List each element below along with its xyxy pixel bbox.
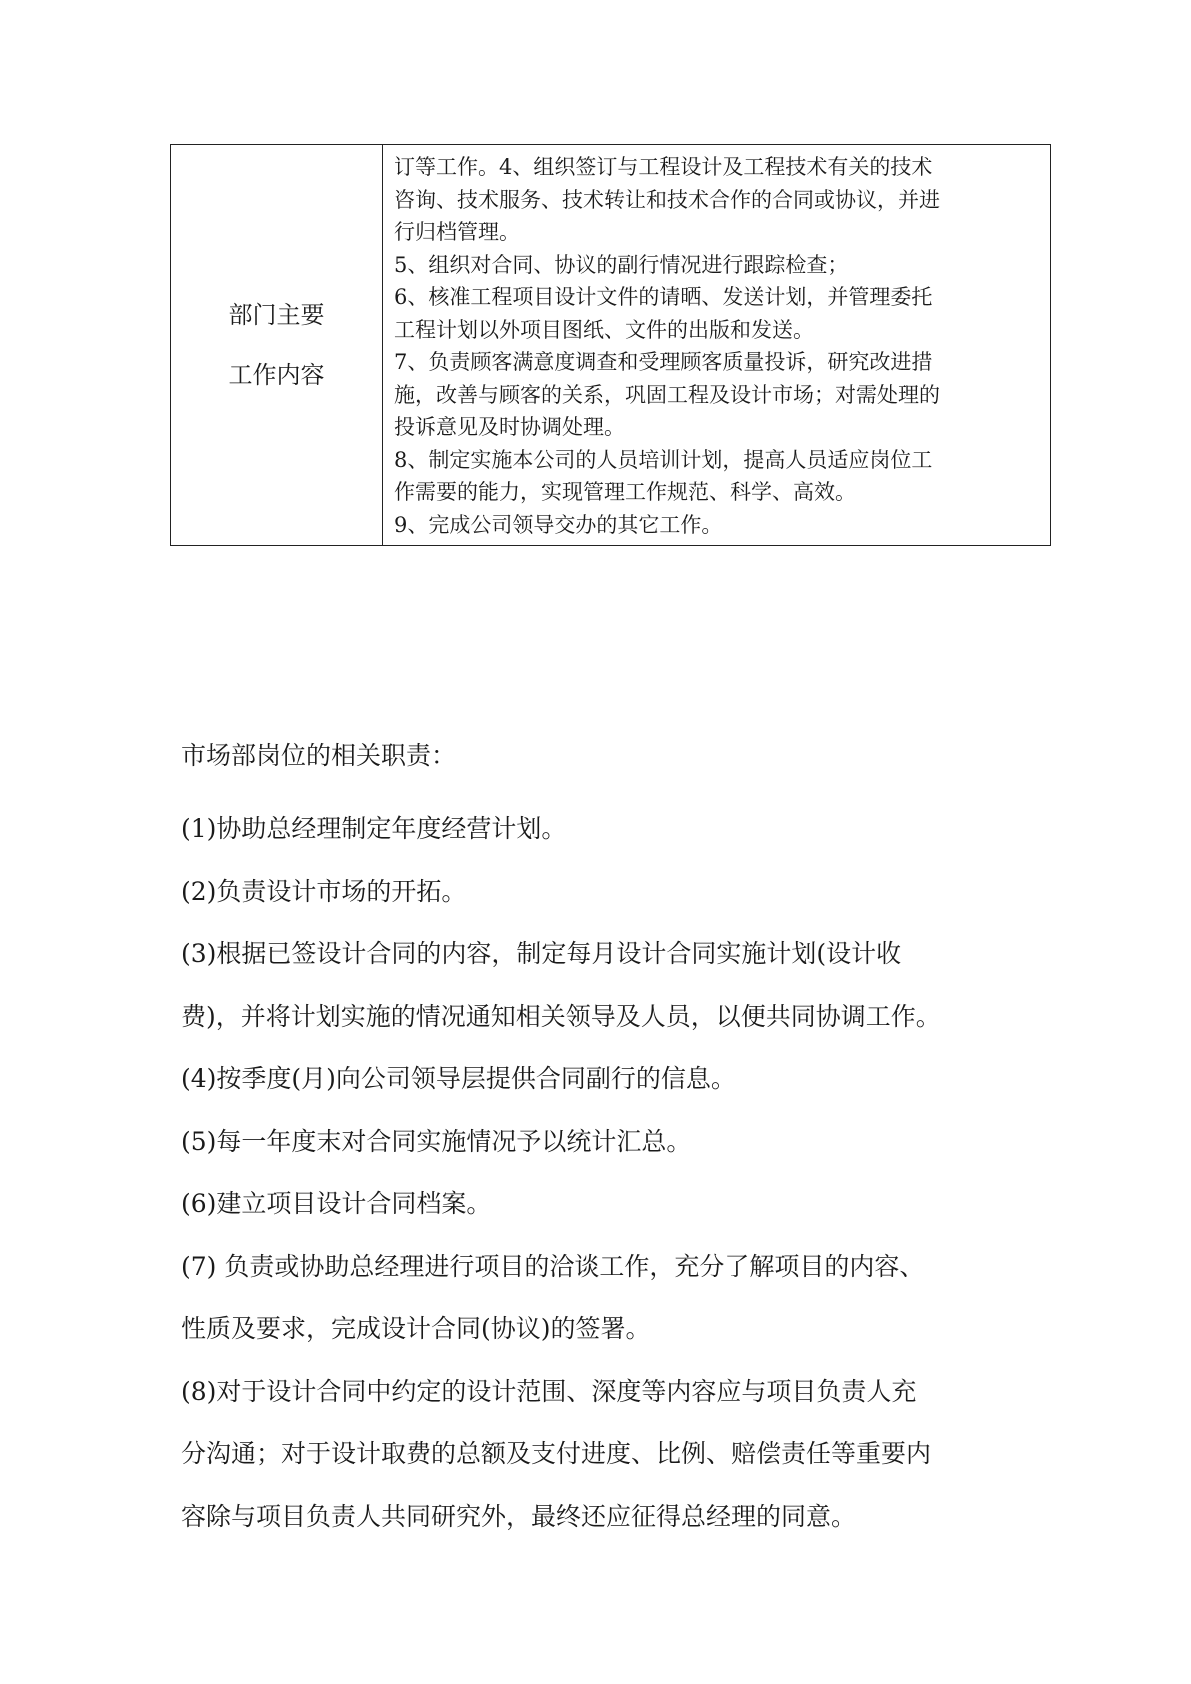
content-line: 咨询、技术服务、技术转让和技术合作的合同或协议，并进: [394, 187, 940, 212]
duty-item-line: 分沟通；对于设计取费的总额及支付进度、比例、赔偿责任等重要内: [181, 1439, 932, 1468]
duty-item-line: (3)根据已签设计合同的内容，制定每月设计合同实施计划(设计收: [181, 939, 902, 968]
row-label-line: 工作内容: [228, 361, 325, 389]
content-line: 9、完成公司领导交办的其它工作。: [394, 512, 723, 537]
duty-item-line: 容除与项目负责人共同研究外，最终还应征得总经理的同意。: [181, 1501, 857, 1531]
content-line: 作需要的能力，实现管理工作规范、科学、高效。: [394, 480, 856, 504]
section-title: 市场部岗位的相关职责：: [181, 741, 457, 770]
content-line: 5、组织对合同、协议的副行情况进行跟踪检查；: [394, 252, 849, 277]
duty-item-line: (4)按季度(月)向公司领导层提供合同副行的信息。: [181, 1064, 736, 1093]
row-content-cell: [383, 145, 1051, 546]
market-duties-section: [181, 736, 1041, 1548]
duty-item: [181, 1173, 1041, 1236]
duty-item-line: (6)建立项目设计合同档案。: [181, 1189, 492, 1218]
duty-item: [181, 861, 1041, 924]
row-label-line: 部门主要: [228, 301, 325, 329]
content-line: 订等工作。4、组织签订与工程设计及工程技术有关的技术: [394, 155, 933, 179]
content-line: 8、制定实施本公司的人员培训计划，提高人员适应岗位工: [394, 447, 933, 472]
duty-item-line: (8)对于设计合同中约定的设计范围、深度等内容应与项目负责人充: [181, 1376, 917, 1406]
content-line: 施，改善与顾客的关系，巩固工程及设计市场；对需处理的: [394, 382, 940, 407]
duty-item-line: 费)，并将计划实施的情况通知相关领导及人员，以便共同协调工作。: [181, 1001, 941, 1031]
duty-item-line: (2)负责设计市场的开拓。: [181, 876, 467, 906]
duty-item: [181, 1111, 1041, 1174]
duty-item: [181, 1048, 1041, 1111]
duty-item-line: (5)每一年度末对合同实施情况予以统计汇总。: [181, 1126, 692, 1156]
duty-item-line: (1)协助总经理制定年度经营计划。: [181, 814, 567, 843]
duty-item: [181, 1361, 1041, 1549]
duty-item-line: 性质及要求，完成设计合同(协议)的签署。: [181, 1314, 651, 1343]
duty-item-line: (7) 负责或协助总经理进行项目的洽谈工作，充分了解项目的内容、: [181, 1251, 925, 1281]
content-line: 6、核准工程项目设计文件的请晒、发送计划，并管理委托: [394, 285, 933, 309]
department-duty-table: [170, 144, 1051, 546]
row-label-cell: [171, 145, 383, 546]
content-line: 投诉意见及时协调处理。: [394, 415, 625, 439]
table-row: [171, 145, 1051, 546]
duty-item: [181, 798, 1041, 861]
content-line: 7、负责顾客满意度调查和受理顾客质量投诉，研究改进措: [394, 350, 933, 374]
content-line: 工程计划以外项目图纸、文件的出版和发送。: [394, 317, 814, 342]
duty-item: [181, 1236, 1041, 1361]
content-line: 行归档管理。: [394, 220, 520, 244]
duty-item: [181, 923, 1041, 1048]
